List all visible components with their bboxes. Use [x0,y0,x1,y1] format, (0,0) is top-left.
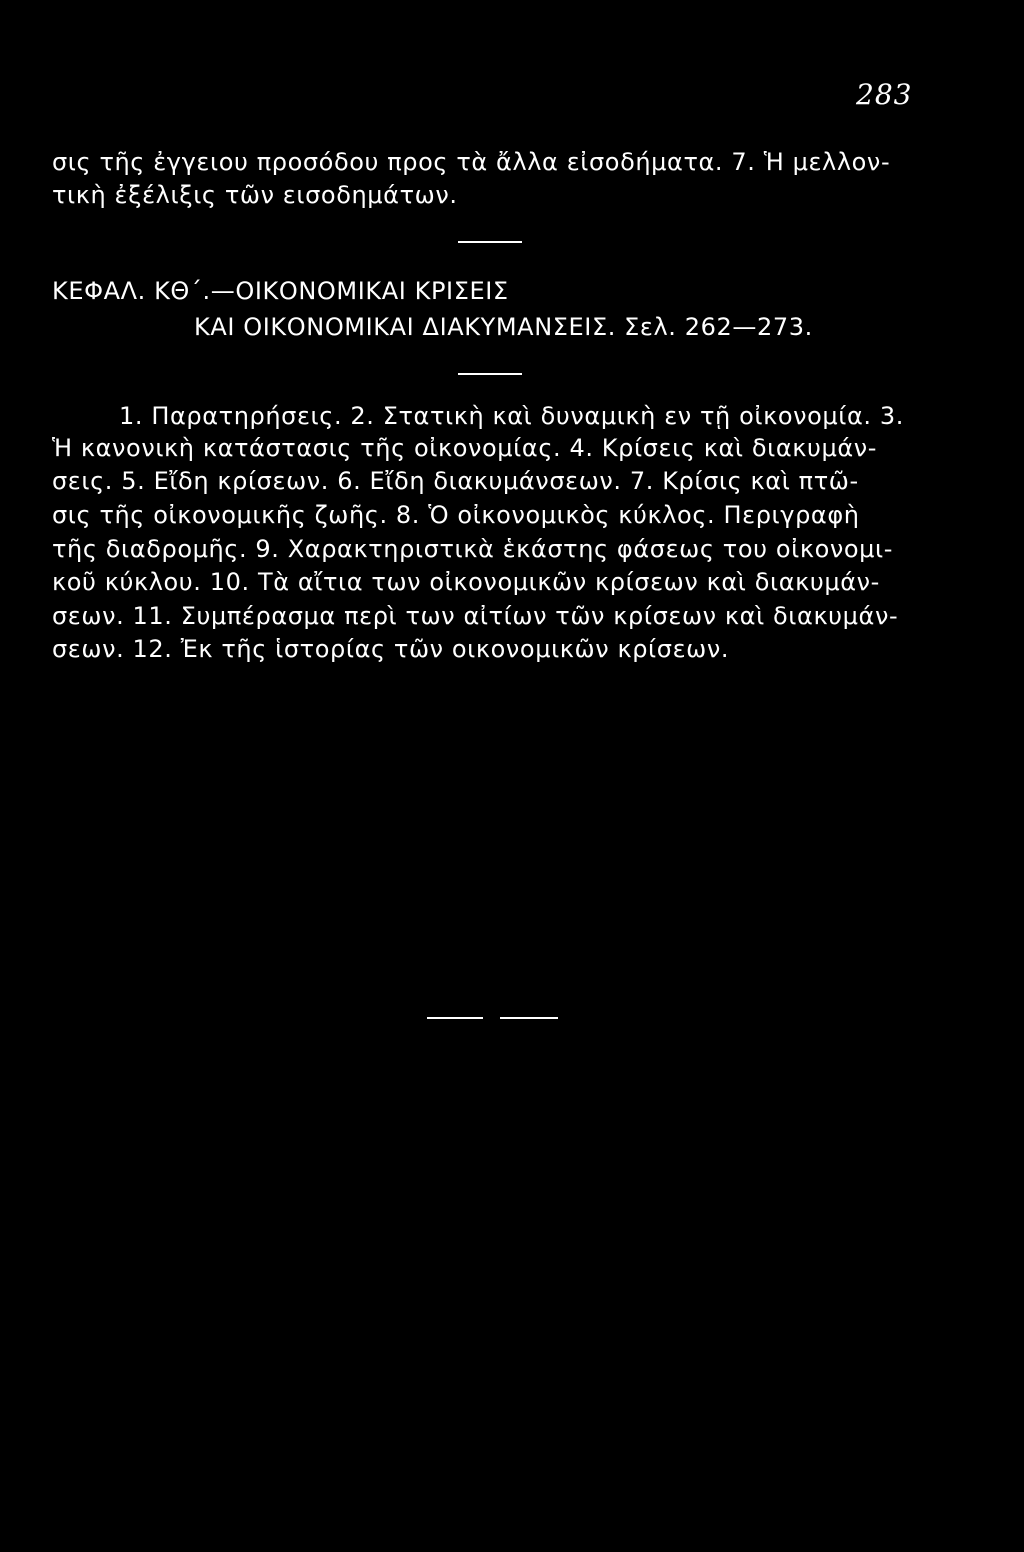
contents-line-1: 1. Παρατηρήσεις. 2. Στατικὴ καὶ δυναμικὴ εν τῇ οἰκονομία. 3. [119,402,904,430]
end-divider-right [500,1017,558,1019]
intro-line-1: σις τῆς ἐγγειου προσόδου προς τὰ ἄλλα εἰσοδήματα. 7. Ἡ μελλον- [52,148,891,176]
contents-line-5: τῆς διαδρομῆς. 9. Χαρακτηριστικὰ ἑκάστης φάσεως του οἰκονομι- [52,535,893,563]
section-divider [458,241,522,243]
contents-line-2: Ἡ κανονικὴ κατάστασις τῆς οἰκονομίας. 4. Κρίσεις καὶ διακυμάν- [52,434,878,462]
intro-line-2: τικὴ ἐξέλιξις τῶν εισοδημάτων. [52,181,458,209]
contents-line-4: σις τῆς οἰκονομικῆς ζωῆς. 8. Ὁ οἰκονομικὸς κύκλος. Περιγραφὴ [52,501,860,529]
page-number: 283 [856,78,913,111]
contents-line-6: κοῦ κύκλου. 10. Τὰ αἴτια των οἰκονομικῶν κρίσεων καὶ διακυμάν- [52,568,880,596]
contents-line-8: σεων. 12. Ἐκ τῆς ἱστορίας τῶν οικονομικῶν κρίσεων. [52,635,730,663]
contents-line-3: σεις. 5. Εἴδη κρίσεων. 6. Εἴδη διακυμάνσεων. 7. Κρίσις καὶ πτῶ- [52,467,859,495]
end-divider-left [427,1017,483,1019]
heading-divider [458,373,522,375]
chapter-heading-line-2: ΚΑΙ ΟΙΚΟΝΟΜΙΚΑΙ ΔΙΑΚΥΜΑΝΣΕΙΣ. Σελ. 262—273. [194,313,813,341]
contents-line-7: σεων. 11. Συμπέρασμα περὶ των αἰτίων τῶν κρίσεων καὶ διακυμάν- [52,602,899,630]
chapter-heading-line-1: ΚΕΦΑΛ. ΚΘ΄.—ΟΙΚΟΝΟΜΙΚΑΙ ΚΡΙΣΕΙΣ [52,277,509,305]
